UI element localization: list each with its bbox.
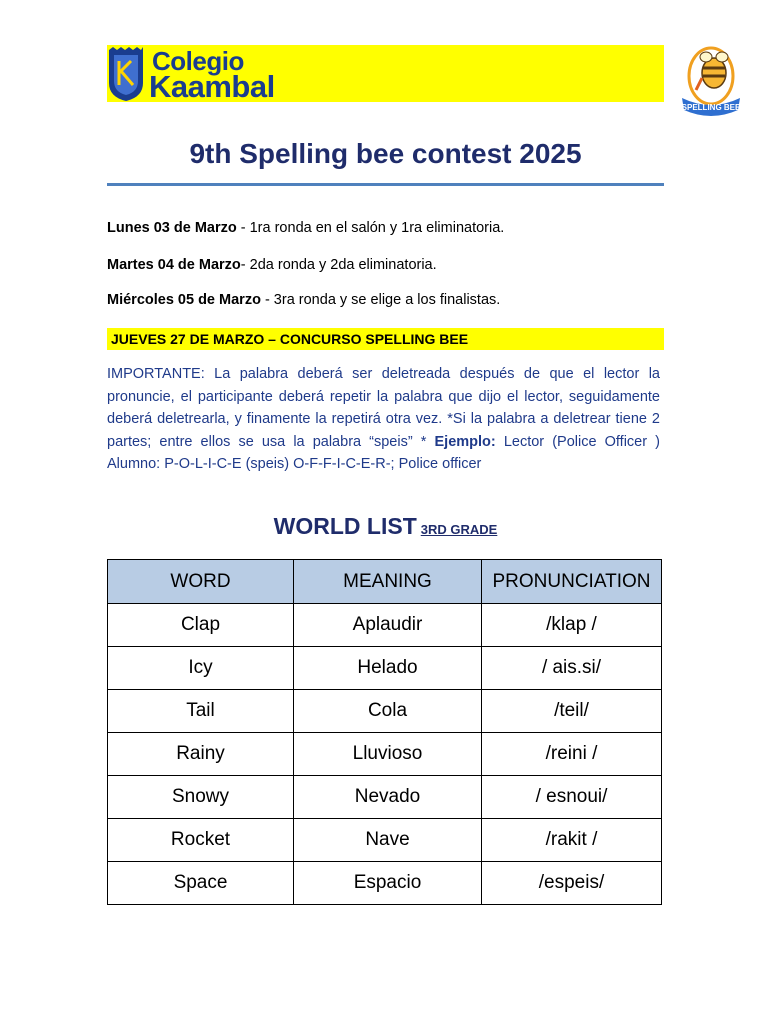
header-meaning: MEANING — [294, 560, 482, 604]
schedule-day: Miércoles 05 de Marzo — [107, 292, 261, 308]
badge-text: SPELLING BEE — [681, 103, 741, 112]
schedule-item — [107, 292, 667, 308]
cell-meaning: Aplaudir — [294, 604, 482, 647]
title-divider — [107, 183, 664, 186]
cell-meaning: Cola — [294, 690, 482, 733]
cell-meaning: Nave — [294, 819, 482, 862]
schedule-item — [107, 257, 667, 273]
cell-meaning: Lluvioso — [294, 733, 482, 776]
cell-word: Icy — [108, 647, 294, 690]
word-list-title: WORLD LIST — [273, 513, 417, 539]
table-row — [108, 733, 662, 776]
instructions-paragraph — [107, 363, 660, 476]
cell-meaning: Espacio — [294, 862, 482, 905]
cell-meaning: Helado — [294, 647, 482, 690]
table-row — [108, 862, 662, 905]
spelling-bee-badge-icon — [676, 40, 746, 120]
example-text: Lector (Police Officer ) Alumno: P-O-L-I-C-E (speis) O-F-F-I-C-E-R-; Police officer — [107, 433, 660, 472]
schedule-day: Lunes 03 de Marzo — [107, 220, 237, 236]
cell-pronunciation: / ais.si/ — [482, 647, 662, 690]
schedule-item — [107, 220, 667, 236]
cell-word: Space — [108, 862, 294, 905]
school-logo — [107, 45, 287, 102]
school-name-line2: Kaambal — [149, 69, 275, 104]
cell-word: Rainy — [108, 733, 294, 776]
word-table — [107, 559, 662, 905]
cell-pronunciation: /klap / — [482, 604, 662, 647]
cell-word: Snowy — [108, 776, 294, 819]
cell-pronunciation: /rakit / — [482, 819, 662, 862]
cell-pronunciation: /espeis/ — [482, 862, 662, 905]
schedule-desc: - 1ra ronda en el salón y 1ra eliminatoria. — [236, 220, 505, 236]
table-row — [108, 690, 662, 733]
cell-word: Clap — [108, 604, 294, 647]
cell-word: Rocket — [108, 819, 294, 862]
grade-label: 3RD GRADE — [420, 522, 498, 537]
example-label: Ejemplo: — [434, 433, 496, 450]
table-row — [108, 604, 662, 647]
header-pronunciation: PRONUNCIATION — [482, 560, 662, 604]
instructions-text: IMPORTANTE: La palabra deberá ser deletreada después de que el lector la pronuncie, el participante deberá repetir la palabra que dijo el lector, seguidamente deberá deletrearla, y finamente la repetirá otra vez. *Si la palabra a deletrear tiene 2 partes; entre ellos se usa la palabra “speis” * — [107, 366, 660, 450]
header-word: WORD — [108, 560, 294, 604]
word-list-heading — [107, 513, 664, 541]
cell-pronunciation: /reini / — [482, 733, 662, 776]
cell-word: Tail — [108, 690, 294, 733]
school-name-line1: Colegio — [152, 46, 244, 76]
schedule-desc: - 3ra ronda y se elige a los finalistas. — [260, 292, 501, 308]
cell-pronunciation: /teil/ — [482, 690, 662, 733]
schedule-day: Martes 04 de Marzo — [107, 257, 241, 273]
schedule-desc: - 2da ronda y 2da eliminatoria. — [240, 257, 437, 273]
table-row — [108, 819, 662, 862]
page-title: 9th Spelling bee contest 2025 — [189, 138, 582, 169]
contest-date-banner: JUEVES 27 DE MARZO – CONCURSO SPELLING BEE — [107, 328, 664, 350]
school-shield-icon — [107, 47, 145, 101]
table-row — [108, 776, 662, 819]
cell-pronunciation: / esnoui/ — [482, 776, 662, 819]
table-row — [108, 647, 662, 690]
cell-meaning: Nevado — [294, 776, 482, 819]
table-header-row — [108, 560, 662, 604]
